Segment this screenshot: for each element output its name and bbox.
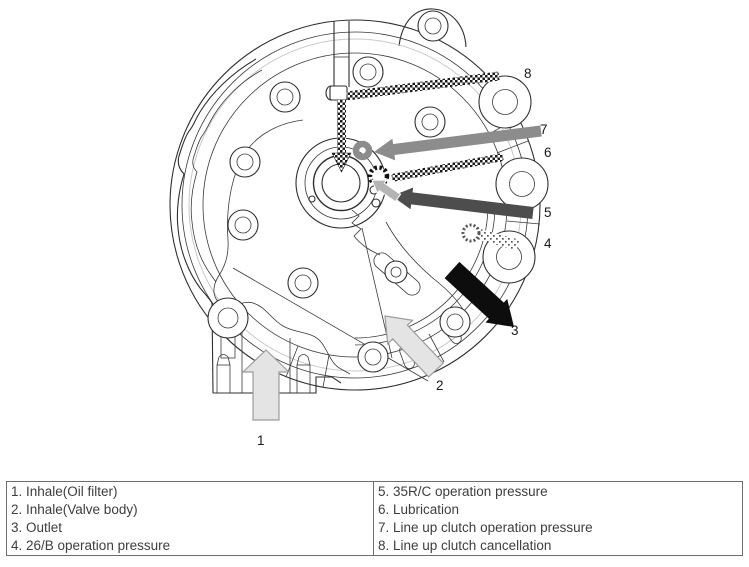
legend-item-4: 4. 26/B operation pressure — [11, 537, 171, 553]
stud-right — [297, 355, 310, 394]
stud-left — [217, 355, 230, 394]
legend-item-5: 5. 35R/C operation pressure — [378, 484, 548, 500]
arrow-6-lubrication — [370, 157, 503, 185]
arrow-6-band — [392, 157, 503, 178]
bolt-hole-3 — [415, 107, 445, 137]
arrow-1-body — [243, 350, 289, 420]
lug-hole — [418, 11, 448, 41]
spring-notch — [352, 210, 380, 255]
bolt-hole-5 — [228, 210, 258, 240]
legend-item-8: 8. Line up clutch cancellation — [378, 537, 552, 553]
legend-table — [6, 481, 743, 556]
label-1: 1 — [257, 433, 265, 448]
bolt-hole-8 — [440, 307, 470, 337]
label-5: 5 — [544, 205, 552, 220]
label-8: 8 — [524, 66, 532, 81]
label-7: 7 — [540, 122, 548, 137]
legend-left-column — [7, 482, 373, 555]
legend-item-7: 7. Line up clutch operation pressure — [378, 519, 593, 535]
channel-pin — [330, 86, 347, 100]
legend-item-2: 2. Inhale(Valve body) — [11, 502, 138, 518]
legend-item-3: 3. Outlet — [11, 519, 63, 535]
bolt-hole-6 — [288, 268, 318, 298]
legend-right-column — [373, 482, 742, 555]
label-6: 6 — [544, 145, 552, 160]
big-boss-1 — [479, 76, 531, 128]
label-2: 2 — [436, 378, 444, 393]
arrow-7-target-ring — [356, 144, 369, 157]
big-boss-2 — [496, 158, 548, 210]
legend-item-6: 6. Lubrication — [378, 502, 460, 518]
arrow-4-target-circle — [463, 225, 479, 241]
legend-item-1: 1. Inhale(Oil filter) — [11, 484, 118, 500]
label-3: 3 — [511, 323, 519, 338]
hub-hole-small-3 — [372, 199, 380, 207]
bolt-hole-1 — [270, 82, 300, 112]
label-4: 4 — [544, 236, 552, 251]
bolt-hole-2 — [353, 57, 383, 87]
bolt-hole-4 — [230, 147, 260, 177]
bolt-hole-7 — [358, 342, 388, 372]
arrow-1-inhale-oil-filter — [243, 350, 289, 420]
slot-bolt-hole — [385, 261, 407, 283]
hub-hole-small-1 — [309, 196, 315, 202]
